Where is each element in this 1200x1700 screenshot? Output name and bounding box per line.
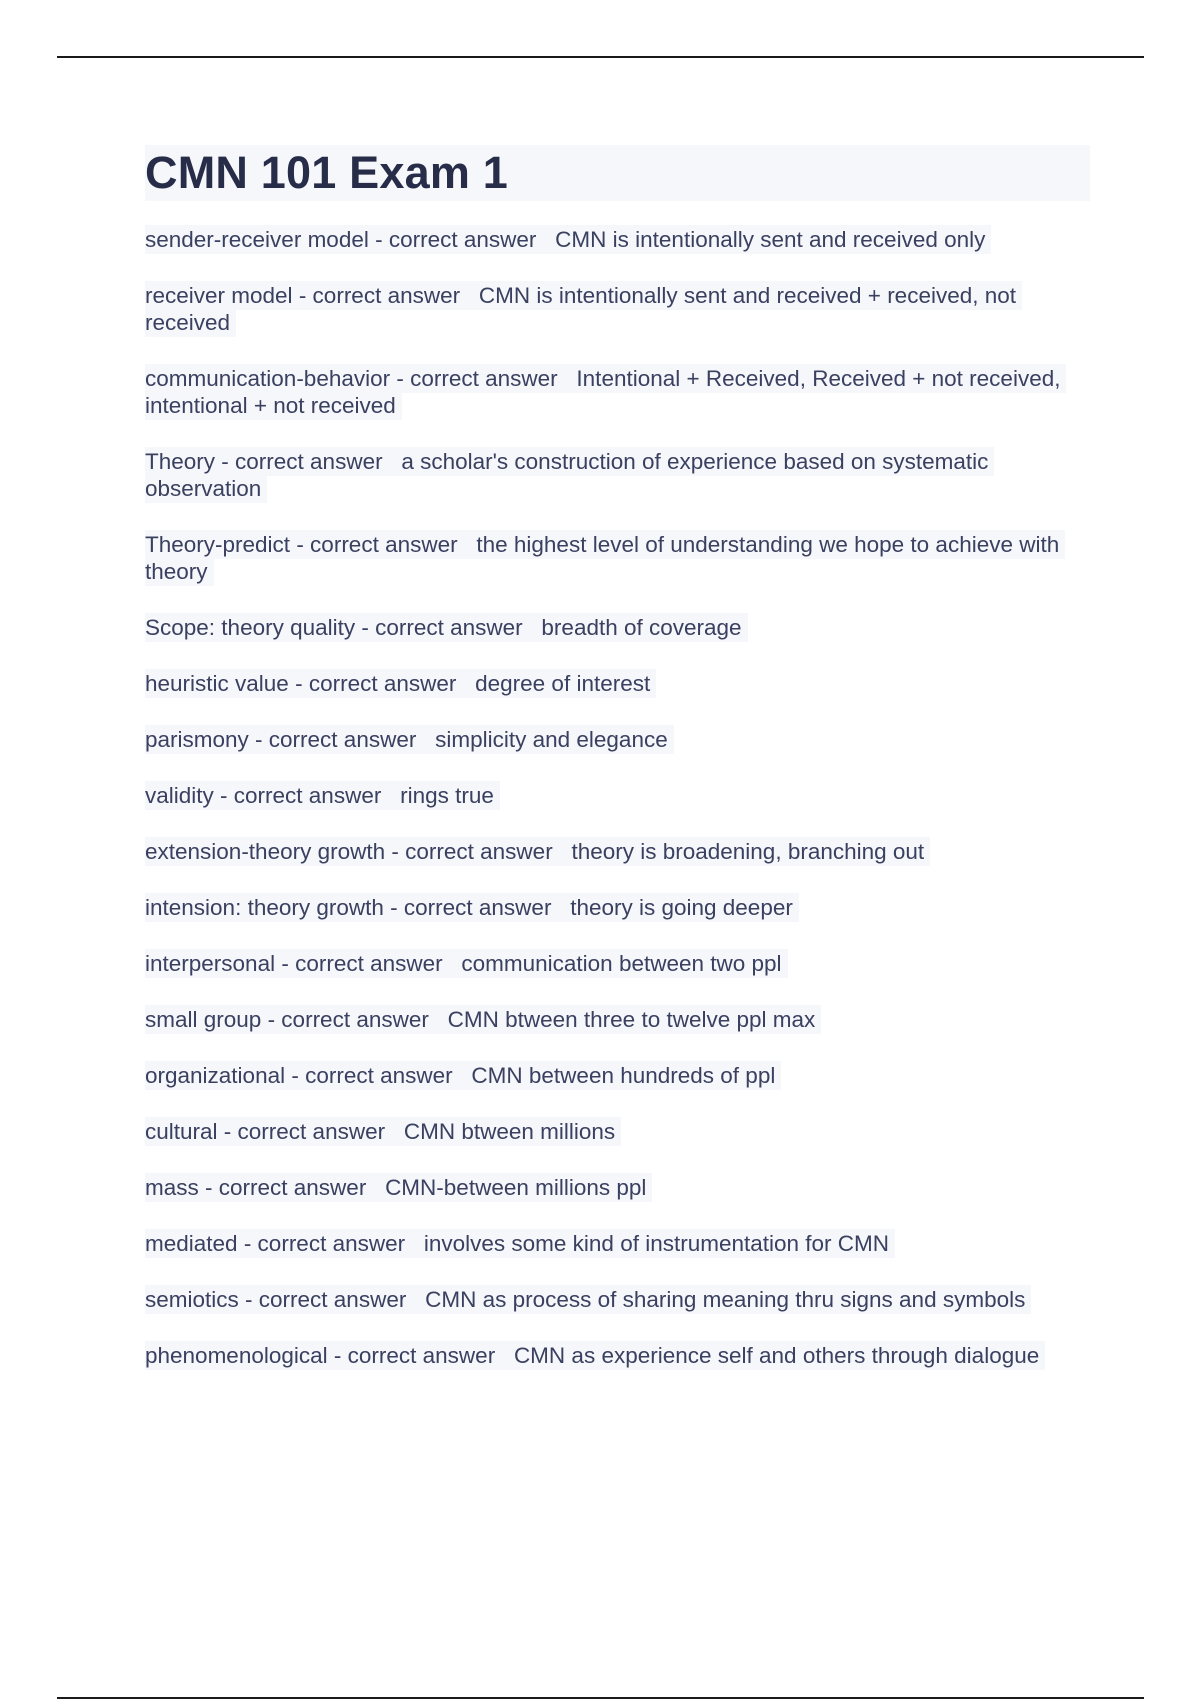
- flashcard-entry: [145, 894, 1090, 921]
- entry-answer: CMN as process of sharing meaning thru signs and symbols: [425, 1287, 1026, 1312]
- entry-answer: CMN-between millions ppl: [385, 1175, 647, 1200]
- entry-term: communication-behavior: [145, 366, 391, 391]
- flashcard-entry: [145, 282, 1090, 336]
- entry-term: mass: [145, 1175, 199, 1200]
- entry-separator: - correct answer: [292, 283, 479, 308]
- entry-separator: - correct answer: [355, 615, 542, 640]
- flashcard-entry: [145, 838, 1090, 865]
- entry-term: Theory-predict: [145, 532, 291, 557]
- entry-term: organizational: [145, 1063, 286, 1088]
- flashcard-entry: [145, 950, 1090, 977]
- entry-answer: CMN btween three to twelve ppl max: [447, 1007, 816, 1032]
- entry-text: [145, 725, 674, 754]
- entry-answer: CMN is intentionally sent and received only: [555, 227, 986, 252]
- entry-answer: the highest level of understanding we hope to achieve with theory: [145, 532, 1060, 584]
- bottom-rule: [57, 1697, 1144, 1699]
- entry-text: [145, 1117, 621, 1146]
- entry-separator: - correct answer: [285, 1063, 472, 1088]
- top-rule: [57, 56, 1144, 58]
- entry-answer: rings true: [400, 783, 494, 808]
- entry-answer: communication between two ppl: [461, 951, 782, 976]
- entry-text: [145, 837, 930, 866]
- entry-term: heuristic value: [145, 671, 289, 696]
- entry-separator: - correct answer: [215, 449, 402, 474]
- entry-text: [145, 893, 799, 922]
- entry-answer: CMN between hundreds of ppl: [471, 1063, 776, 1088]
- entry-answer: a scholar's construction of experience based on systematic observation: [145, 449, 989, 501]
- entry-text: [145, 1341, 1045, 1370]
- entry-separator: - correct answer: [327, 1343, 514, 1368]
- flashcard-list: [145, 226, 1090, 1398]
- entry-term: Theory: [145, 449, 216, 474]
- entry-separator: - correct answer: [213, 783, 401, 808]
- entry-text: [145, 949, 788, 978]
- flashcard-entry: [145, 1286, 1090, 1313]
- entry-term: interpersonal: [145, 951, 276, 976]
- entry-text: [145, 781, 500, 810]
- entry-term: Scope: theory quality: [145, 615, 356, 640]
- entry-separator: - correct answer: [261, 1007, 448, 1032]
- flashcard-entry: [145, 1174, 1090, 1201]
- flashcard-entry: [145, 1342, 1090, 1369]
- entry-term: validity: [145, 783, 214, 808]
- entry-text: [145, 669, 656, 698]
- entry-separator: - correct answer: [368, 227, 556, 252]
- entry-text: [145, 1061, 781, 1090]
- flashcard-entry: [145, 1006, 1090, 1033]
- entry-separator: - correct answer: [198, 1175, 386, 1200]
- entry-separator: - correct answer: [383, 895, 571, 920]
- entry-term: small group: [145, 1007, 262, 1032]
- entry-text: [145, 447, 994, 503]
- flashcard-entry: [145, 226, 1090, 253]
- entry-separator: - correct answer: [288, 671, 476, 696]
- entry-text: [145, 364, 1066, 420]
- entry-separator: - correct answer: [238, 1287, 426, 1312]
- entry-separator: - correct answer: [385, 839, 572, 864]
- entry-term: semiotics: [145, 1287, 239, 1312]
- entry-term: cultural: [145, 1119, 218, 1144]
- flashcard-entry: [145, 1118, 1090, 1145]
- entry-text: [145, 281, 1022, 337]
- entry-separator: - correct answer: [390, 366, 577, 391]
- entry-answer: theory is going deeper: [570, 895, 793, 920]
- entry-term: receiver model: [145, 283, 293, 308]
- entry-text: [145, 1229, 895, 1258]
- entry-answer: involves some kind of instrumentation for CMN: [423, 1231, 890, 1256]
- entry-separator: - correct answer: [237, 1231, 424, 1256]
- page-title: CMN 101 Exam 1: [145, 147, 508, 198]
- flashcard-entry: [145, 365, 1090, 419]
- entry-text: [145, 1005, 821, 1034]
- entry-separator: - correct answer: [290, 532, 477, 557]
- entry-term: parismony: [145, 727, 249, 752]
- entry-term: intension: theory growth: [145, 895, 384, 920]
- flashcard-entry: [145, 726, 1090, 753]
- flashcard-entry: [145, 614, 1090, 641]
- entry-term: extension-theory growth: [145, 839, 386, 864]
- entry-text: [145, 1173, 652, 1202]
- entry-text: [145, 613, 748, 642]
- flashcard-entry: [145, 670, 1090, 697]
- entry-text: [145, 530, 1065, 586]
- entry-answer: Intentional + Received, Received + not received, intentional + not received: [145, 366, 1061, 418]
- entry-term: phenomenological: [145, 1343, 328, 1368]
- entry-answer: CMN as experience self and others through dialogue: [513, 1343, 1040, 1368]
- entry-answer: CMN btween millions: [403, 1119, 616, 1144]
- flashcard-entry: [145, 1230, 1090, 1257]
- entry-text: [145, 1285, 1031, 1314]
- flashcard-entry: [145, 1062, 1090, 1089]
- entry-term: mediated: [145, 1231, 238, 1256]
- entry-answer: degree of interest: [475, 671, 651, 696]
- entry-answer: breadth of coverage: [541, 615, 742, 640]
- flashcard-entry: [145, 782, 1090, 809]
- entry-term: sender-receiver model: [145, 227, 369, 252]
- entry-separator: - correct answer: [217, 1119, 404, 1144]
- title-block: [145, 145, 1090, 201]
- flashcard-entry: [145, 531, 1090, 585]
- entry-separator: - correct answer: [275, 951, 462, 976]
- entry-answer: simplicity and elegance: [435, 727, 668, 752]
- entry-answer: theory is broadening, branching out: [571, 839, 925, 864]
- entry-text: [145, 225, 991, 254]
- entry-answer: CMN is intentionally sent and received + received, not received: [145, 283, 1017, 335]
- entry-separator: - correct answer: [248, 727, 436, 752]
- flashcard-entry: [145, 448, 1090, 502]
